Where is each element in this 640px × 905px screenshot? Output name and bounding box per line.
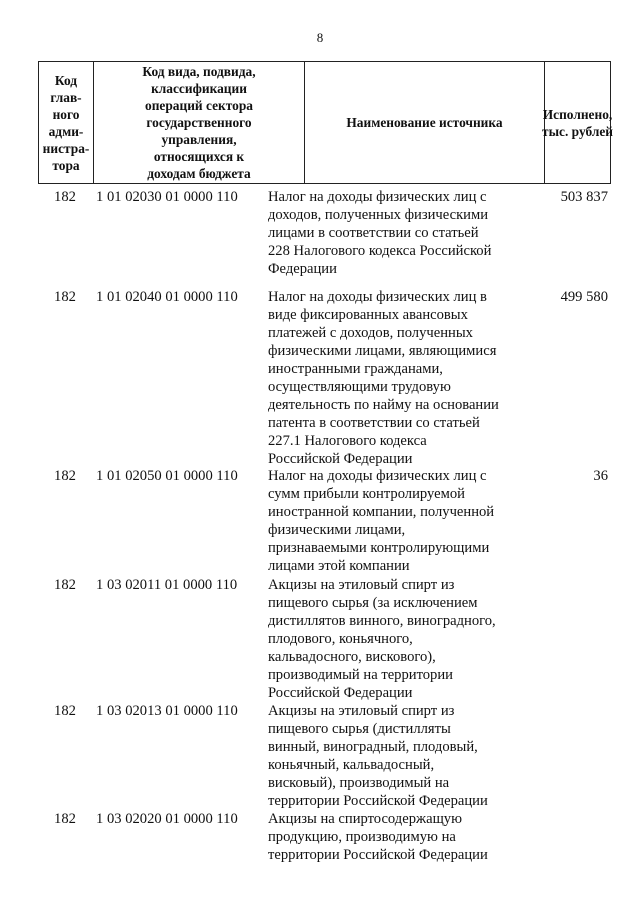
source-name-cell: Акцизы на спиртосодержащую продукцию, производимую на территории Российской Федерации [268,811,488,863]
header-source-name: Наименование источника [304,62,544,183]
source-name-cell: Налог на доходы физических лиц в виде фиксированных авансовых платежей с доходов, полученных физическими лицами, являющимися иностранными гражданами, осуществляющими трудовую деятельность по найму на основании патента в соответствии со статьей 227.1 Налогового кодекса Российской Федерации [268,289,499,467]
executed-value-cell: 503 837 [560,189,608,205]
header-executed: Исполнено, тыс. рублей [544,62,610,183]
page-number: 8 [316,30,324,45]
source-name-cell: Налог на доходы физических лиц с доходов, полученных физическими лицами в соответствии со статьей 228 Налогового кодекса Российской Федерации [268,189,492,277]
executed-value-cell: 499 580 [560,289,608,305]
admin-code-cell: 182 [54,289,76,305]
source-name-cell: Акцизы на этиловый спирт из пищевого сырья (за исключением дистиллятов винного, виноградного, плодового, коньячного, кальвадосного, вискового), производимый на территории Российской Федерации [268,577,496,701]
classification-code-cell: 1 01 02040 01 0000 110 [96,289,238,305]
admin-code-cell: 182 [54,468,76,484]
classification-code-cell: 1 03 02020 01 0000 110 [96,811,238,827]
classification-code-cell: 1 03 02011 01 0000 110 [96,577,238,593]
classification-code-cell: 1 03 02013 01 0000 110 [96,703,238,719]
header-classification-code: Код вида, подвида, классификации операций сектора государственного управления, относящихся к доходам бюджета [93,62,304,183]
admin-code-cell: 182 [54,577,76,593]
executed-value-cell: 36 [593,468,608,484]
classification-code-cell: 1 01 02030 01 0000 110 [96,189,238,205]
classification-code-cell: 1 01 02050 01 0000 110 [96,468,238,484]
admin-code-cell: 182 [54,703,76,719]
admin-code-cell: 182 [54,189,76,205]
header-admin-code: Код глав- ного адми- нистра- тора [42,72,90,173]
admin-code-cell: 182 [54,811,76,827]
source-name-cell: Акцизы на этиловый спирт из пищевого сырья (дистилляты винный, виноградный, плодовый, коньячный, кальвадосный, висковый), производимый на территории Российской Федерации [268,703,488,809]
source-name-cell: Налог на доходы физических лиц с сумм прибыли контролируемой иностранной компании, полученной физическими лицами, признаваемыми контролирующими лицами этой компании [268,468,495,574]
table-header [38,61,611,184]
